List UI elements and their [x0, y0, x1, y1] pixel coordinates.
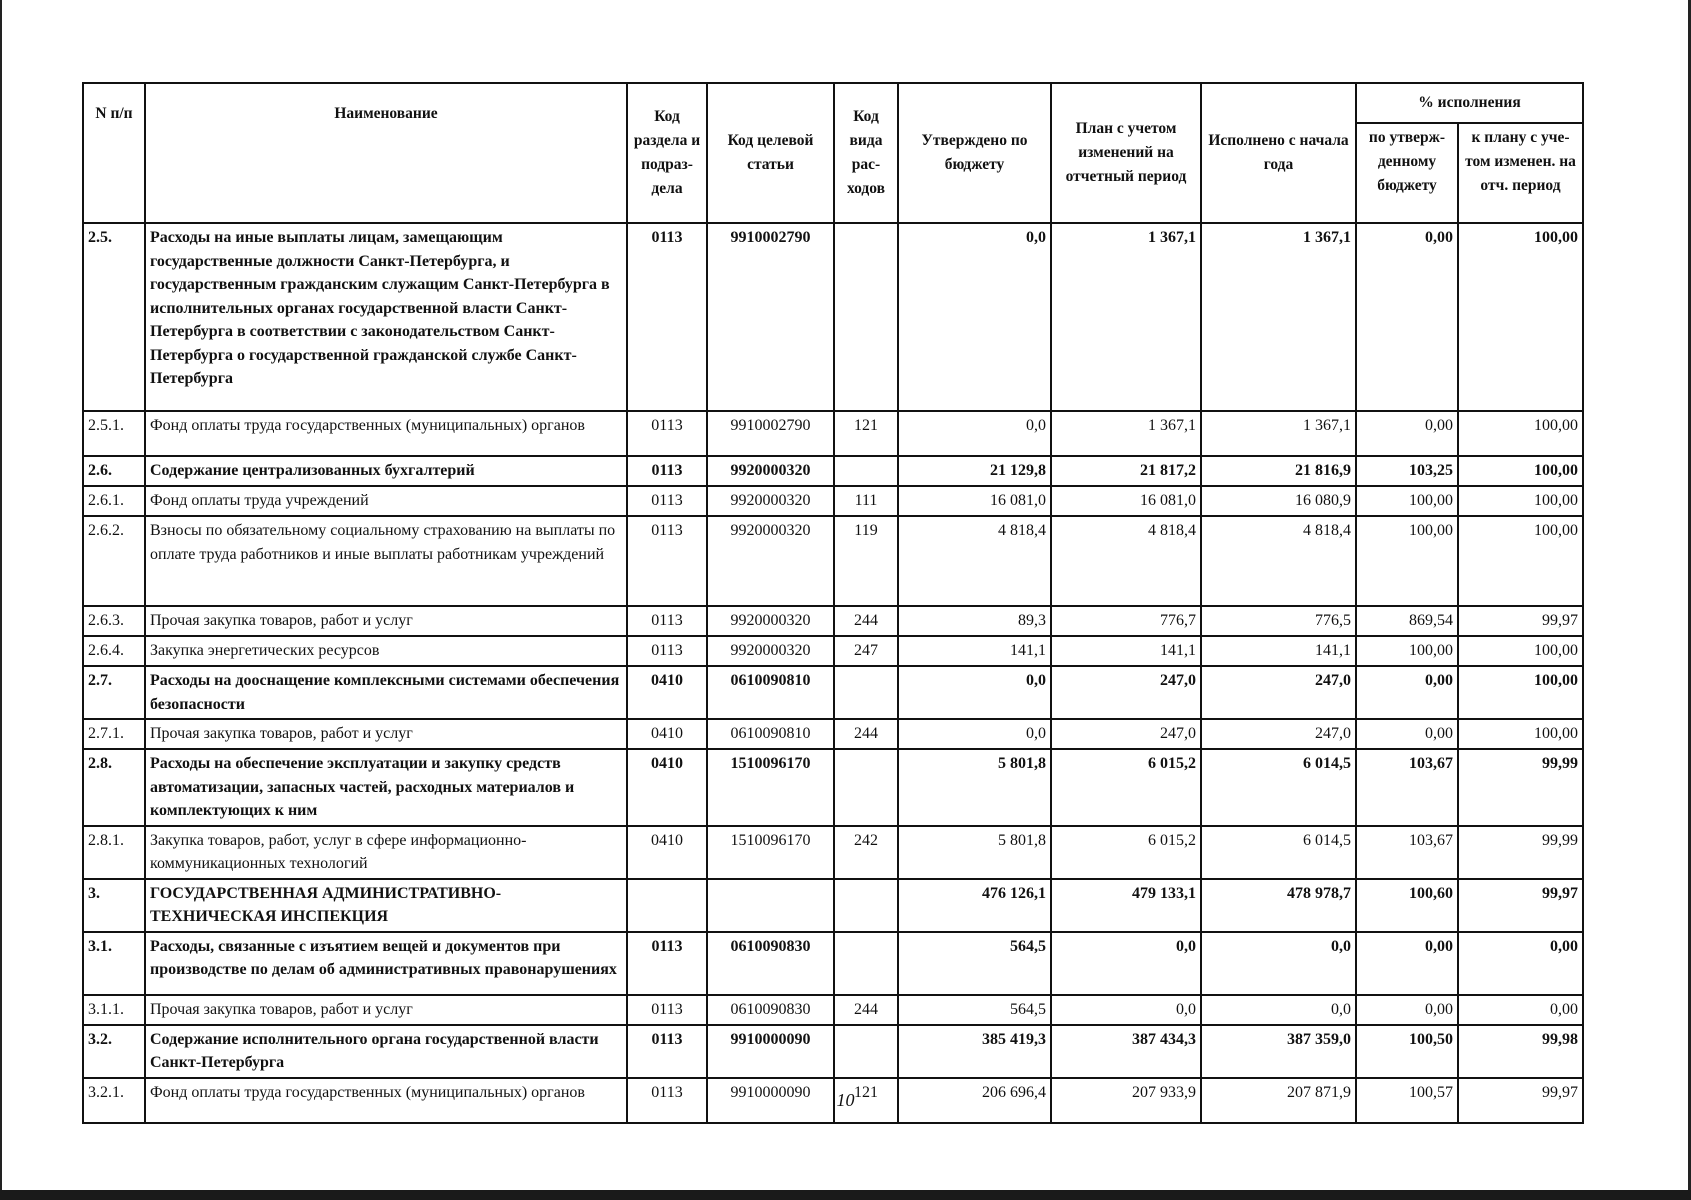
header-percent-group: % исполнения [1356, 83, 1583, 123]
row-percent-plan: 99,97 [1458, 606, 1583, 636]
row-plan: 16 081,0 [1051, 486, 1201, 516]
row-percent-budget: 0,00 [1356, 411, 1458, 456]
row-plan: 387 434,3 [1051, 1025, 1201, 1078]
row-done: 0,0 [1201, 995, 1356, 1025]
row-kind-code: 119 [834, 516, 898, 606]
row-section-code: 0113 [627, 1025, 707, 1078]
table-header [83, 83, 1583, 223]
row-name: Взносы по обязательному социальному страхованию на выплаты по оплате труда работников и иные выплаты работникам учреждений [145, 516, 627, 606]
table-row [83, 606, 1583, 636]
row-target-code: 0610090830 [707, 932, 834, 995]
row-plan: 4 818,4 [1051, 516, 1201, 606]
row-target-code: 9910002790 [707, 223, 834, 411]
header-approved: Утверждено по бюджету [898, 83, 1051, 223]
row-percent-plan: 99,99 [1458, 749, 1583, 826]
row-kind-code [834, 456, 898, 486]
row-done: 6 014,5 [1201, 749, 1356, 826]
row-section-code: 0113 [627, 456, 707, 486]
row-done: 1 367,1 [1201, 223, 1356, 411]
row-percent-plan: 100,00 [1458, 636, 1583, 666]
row-plan: 141,1 [1051, 636, 1201, 666]
row-name: Содержание централизованных бухгалтерий [145, 456, 627, 486]
row-kind-code: 121 [834, 411, 898, 456]
row-section-code: 0410 [627, 826, 707, 879]
table-row [83, 826, 1583, 879]
header-num: N п/п [83, 83, 145, 223]
table-row [83, 932, 1583, 995]
row-done: 4 818,4 [1201, 516, 1356, 606]
row-name: Прочая закупка товаров, работ и услуг [145, 719, 627, 749]
row-done: 141,1 [1201, 636, 1356, 666]
row-name: Фонд оплаты труда учреждений [145, 486, 627, 516]
row-number: 3. [83, 879, 145, 932]
row-section-code: 0113 [627, 411, 707, 456]
row-target-code: 0610090810 [707, 719, 834, 749]
table-row [83, 995, 1583, 1025]
table-row [83, 411, 1583, 456]
row-kind-code [834, 1025, 898, 1078]
row-kind-code: 244 [834, 606, 898, 636]
table-row [83, 486, 1583, 516]
row-percent-plan: 100,00 [1458, 516, 1583, 606]
row-plan: 6 015,2 [1051, 826, 1201, 879]
row-done: 247,0 [1201, 719, 1356, 749]
row-plan: 479 133,1 [1051, 879, 1201, 932]
row-section-code: 0113 [627, 606, 707, 636]
header-section-code: Код раздела и подраз-дела [627, 83, 707, 223]
row-plan: 0,0 [1051, 995, 1201, 1025]
table-body [83, 223, 1583, 1123]
row-section-code: 0113 [627, 223, 707, 411]
row-done: 776,5 [1201, 606, 1356, 636]
row-percent-budget: 0,00 [1356, 995, 1458, 1025]
table-row [83, 516, 1583, 606]
header-done: Исполнено с начала года [1201, 83, 1356, 223]
row-percent-plan: 100,00 [1458, 456, 1583, 486]
row-percent-plan: 100,00 [1458, 411, 1583, 456]
row-percent-budget: 103,67 [1356, 749, 1458, 826]
row-name: Расходы на иные выплаты лицам, замещающим государственные должности Санкт-Петербурга, и государственным гражданским служащим Санкт-Петербурга в исполнительных органах государственной власти Санкт-Петербурга в соответствии с законодательством Санкт-Петербурга о государственной гражданской службе Санкт-Петербурга [145, 223, 627, 411]
row-section-code: 0113 [627, 486, 707, 516]
row-approved: 4 818,4 [898, 516, 1051, 606]
row-percent-budget: 869,54 [1356, 606, 1458, 636]
row-approved: 141,1 [898, 636, 1051, 666]
row-target-code: 0610090830 [707, 995, 834, 1025]
row-percent-plan: 100,00 [1458, 719, 1583, 749]
row-target-code: 9920000320 [707, 456, 834, 486]
header-percent-plan: к плану с уче-том изменен. на отч. период [1458, 123, 1583, 223]
row-approved: 564,5 [898, 995, 1051, 1025]
row-section-code: 0410 [627, 666, 707, 719]
row-approved: 564,5 [898, 932, 1051, 995]
row-plan: 247,0 [1051, 719, 1201, 749]
row-percent-budget: 100,00 [1356, 486, 1458, 516]
row-percent-plan: 99,97 [1458, 1078, 1583, 1123]
row-target-code: 9910000090 [707, 1025, 834, 1078]
row-number: 2.7.1. [83, 719, 145, 749]
row-approved: 206 696,4 [898, 1078, 1051, 1123]
row-percent-budget: 100,00 [1356, 516, 1458, 606]
row-number: 2.6. [83, 456, 145, 486]
row-percent-plan: 99,99 [1458, 826, 1583, 879]
row-plan: 207 933,9 [1051, 1078, 1201, 1123]
row-name: Закупка товаров, работ, услуг в сфере информационно-коммуникационных технологий [145, 826, 627, 879]
row-approved: 476 126,1 [898, 879, 1051, 932]
row-number: 3.2.1. [83, 1078, 145, 1123]
header-percent-budget: по утверж-денному бюджету [1356, 123, 1458, 223]
table-row [83, 456, 1583, 486]
header-kind-code: Код вида рас-ходов [834, 83, 898, 223]
row-kind-code: 242 [834, 826, 898, 879]
row-section-code: 0113 [627, 932, 707, 995]
row-target-code: 9920000320 [707, 516, 834, 606]
table-row [83, 223, 1583, 411]
row-target-code: 0610090810 [707, 666, 834, 719]
row-percent-budget: 0,00 [1356, 223, 1458, 411]
row-done: 478 978,7 [1201, 879, 1356, 932]
row-name: Прочая закупка товаров, работ и услуг [145, 606, 627, 636]
row-name: Расходы, связанные с изъятием вещей и документов при производстве по делам об административных правонарушениях [145, 932, 627, 995]
row-target-code: 9910000090 [707, 1078, 834, 1123]
row-kind-code [834, 879, 898, 932]
row-approved: 5 801,8 [898, 826, 1051, 879]
row-number: 2.6.1. [83, 486, 145, 516]
row-number: 3.1.1. [83, 995, 145, 1025]
row-section-code: 0113 [627, 1078, 707, 1123]
row-approved: 385 419,3 [898, 1025, 1051, 1078]
row-name: Расходы на обеспечение эксплуатации и закупку средств автоматизации, запасных частей, расходных материалов и комплектующих к ним [145, 749, 627, 826]
row-plan: 6 015,2 [1051, 749, 1201, 826]
row-target-code: 9910002790 [707, 411, 834, 456]
scan-bottom-band [0, 1190, 1691, 1200]
table-row [83, 666, 1583, 719]
row-done: 1 367,1 [1201, 411, 1356, 456]
page-number: 10 [836, 1090, 855, 1110]
budget-execution-table [82, 82, 1584, 1124]
row-number: 2.5.1. [83, 411, 145, 456]
row-name: Содержание исполнительного органа государственной власти Санкт-Петербурга [145, 1025, 627, 1078]
row-section-code [627, 879, 707, 932]
row-kind-code [834, 749, 898, 826]
row-target-code: 1510096170 [707, 826, 834, 879]
row-kind-code [834, 932, 898, 995]
table-row [83, 749, 1583, 826]
row-target-code [707, 879, 834, 932]
row-name: Закупка энергетических ресурсов [145, 636, 627, 666]
row-number: 2.7. [83, 666, 145, 719]
row-approved: 5 801,8 [898, 749, 1051, 826]
row-name: Фонд оплаты труда государственных (муниципальных) органов [145, 411, 627, 456]
row-section-code: 0113 [627, 995, 707, 1025]
row-kind-code [834, 666, 898, 719]
row-plan: 0,0 [1051, 932, 1201, 995]
row-section-code: 0410 [627, 749, 707, 826]
row-percent-budget: 100,57 [1356, 1078, 1458, 1123]
row-plan: 1 367,1 [1051, 223, 1201, 411]
row-approved: 0,0 [898, 411, 1051, 456]
row-number: 2.8.1. [83, 826, 145, 879]
row-number: 2.6.2. [83, 516, 145, 606]
row-target-code: 9920000320 [707, 636, 834, 666]
row-plan: 1 367,1 [1051, 411, 1201, 456]
row-target-code: 9920000320 [707, 486, 834, 516]
row-number: 2.5. [83, 223, 145, 411]
row-percent-plan: 99,97 [1458, 879, 1583, 932]
row-approved: 89,3 [898, 606, 1051, 636]
row-done: 16 080,9 [1201, 486, 1356, 516]
row-kind-code [834, 223, 898, 411]
row-approved: 0,0 [898, 223, 1051, 411]
row-section-code: 0113 [627, 636, 707, 666]
row-number: 2.6.3. [83, 606, 145, 636]
row-percent-budget: 0,00 [1356, 719, 1458, 749]
row-kind-code: 244 [834, 995, 898, 1025]
row-percent-plan: 0,00 [1458, 995, 1583, 1025]
table-row [83, 1025, 1583, 1078]
row-percent-plan: 100,00 [1458, 486, 1583, 516]
row-approved: 21 129,8 [898, 456, 1051, 486]
header-plan: План с учетом изменений на отчетный период [1051, 83, 1201, 223]
table-row [83, 879, 1583, 932]
row-plan: 21 817,2 [1051, 456, 1201, 486]
row-number: 2.8. [83, 749, 145, 826]
row-section-code: 0113 [627, 516, 707, 606]
row-done: 207 871,9 [1201, 1078, 1356, 1123]
row-percent-budget: 103,67 [1356, 826, 1458, 879]
row-done: 247,0 [1201, 666, 1356, 719]
row-percent-plan: 99,98 [1458, 1025, 1583, 1078]
row-percent-budget: 100,60 [1356, 879, 1458, 932]
row-percent-budget: 103,25 [1356, 456, 1458, 486]
row-number: 3.2. [83, 1025, 145, 1078]
row-target-code: 1510096170 [707, 749, 834, 826]
row-plan: 247,0 [1051, 666, 1201, 719]
row-section-code: 0410 [627, 719, 707, 749]
row-name: Расходы на дооснащение комплексными системами обеспечения безопасности [145, 666, 627, 719]
row-percent-budget: 0,00 [1356, 666, 1458, 719]
row-percent-budget: 100,50 [1356, 1025, 1458, 1078]
row-kind-code: 111 [834, 486, 898, 516]
row-percent-budget: 0,00 [1356, 932, 1458, 995]
row-name: Фонд оплаты труда государственных (муниципальных) органов [145, 1078, 627, 1123]
table-row [83, 719, 1583, 749]
row-kind-code: 244 [834, 719, 898, 749]
row-done: 387 359,0 [1201, 1025, 1356, 1078]
row-kind-code: 121 [834, 1078, 898, 1123]
row-kind-code: 247 [834, 636, 898, 666]
row-approved: 0,0 [898, 719, 1051, 749]
row-plan: 776,7 [1051, 606, 1201, 636]
table-row [83, 636, 1583, 666]
row-name: Прочая закупка товаров, работ и услуг [145, 995, 627, 1025]
row-number: 3.1. [83, 932, 145, 995]
scan-left-edge [0, 0, 2, 1200]
row-name: ГОСУДАРСТВЕННАЯ АДМИНИСТРАТИВНО-ТЕХНИЧЕСКАЯ ИНСПЕКЦИЯ [145, 879, 627, 932]
row-done: 21 816,9 [1201, 456, 1356, 486]
row-percent-plan: 100,00 [1458, 223, 1583, 411]
row-target-code: 9920000320 [707, 606, 834, 636]
header-name: Наименование [145, 83, 627, 223]
row-percent-plan: 100,00 [1458, 666, 1583, 719]
row-percent-plan: 0,00 [1458, 932, 1583, 995]
row-approved: 0,0 [898, 666, 1051, 719]
row-done: 0,0 [1201, 932, 1356, 995]
row-approved: 16 081,0 [898, 486, 1051, 516]
row-number: 2.6.4. [83, 636, 145, 666]
row-percent-budget: 100,00 [1356, 636, 1458, 666]
header-target-code: Код целевой статьи [707, 83, 834, 223]
row-done: 6 014,5 [1201, 826, 1356, 879]
